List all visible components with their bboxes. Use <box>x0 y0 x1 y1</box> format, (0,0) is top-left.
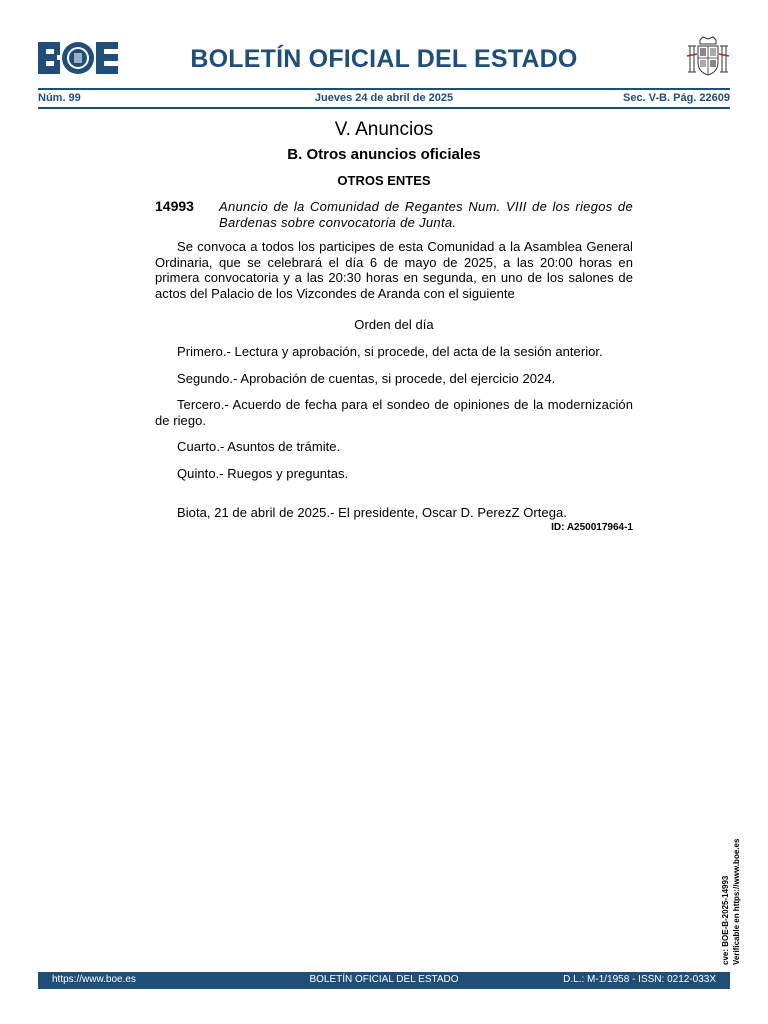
announcement-summary: Anuncio de la Comunidad de Regantes Num. VIII de los riegos de Bardenas sobre convocatoria de Junta. <box>219 199 633 230</box>
agenda-item: Primero.- Lectura y aprobación, si procede, del acta de la sesión anterior. <box>177 344 603 359</box>
subsection-title: B. Otros anuncios oficiales <box>287 146 481 163</box>
section-page: Sec. V-B. Pág. 22609 <box>622 92 730 104</box>
announcement-id: ID: A250017964-1 <box>551 522 633 533</box>
issue-meta-row <box>38 92 730 108</box>
announcement-intro: Se convoca a todos los participes de esta Comunidad a la Asamblea General Ordinaria, que se celebrará el día 6 de mayo de 2025, a las 20:00 horas en primera convocatoria y a las 20:30 horas en segunda, en uno de los salones de actos del Palacio de los Vizcondes de Aranda con el siguiente <box>155 239 633 301</box>
category-title: OTROS ENTES <box>337 173 431 188</box>
newspaper-title: BOLETÍN OFICIAL DEL ESTADO <box>190 45 578 73</box>
coat-of-arms-icon <box>686 36 730 78</box>
cve-side-note <box>720 825 744 965</box>
agenda-item: Quinto.- Ruegos y preguntas. <box>177 466 349 481</box>
announcement-signature: Biota, 21 de abril de 2025.- El presidente, Oscar D. PerezZ Ortega. <box>177 505 567 520</box>
cve-code: cve: BOE-B-2025-14993 <box>721 875 730 965</box>
page-footer <box>38 972 730 989</box>
verification-link[interactable]: Verificable en https://www.boe.es <box>732 838 741 965</box>
footer-publication-name: BOLETÍN OFICIAL DEL ESTADO <box>309 974 459 985</box>
agenda-item: Segundo.- Aprobación de cuentas, si procede, del ejercicio 2024. <box>177 371 556 386</box>
announcement-number: 14993 <box>155 198 194 214</box>
footer-legal-deposit: D.L.: M-1/1958 - ISSN: 0212-033X <box>563 974 716 985</box>
section-title: V. Anuncios <box>334 119 434 140</box>
issue-number: Núm. 99 <box>38 92 81 104</box>
agenda-title: Orden del día <box>354 317 434 332</box>
issue-date: Jueves 24 de abril de 2025 <box>314 92 454 104</box>
agenda-item: Cuarto.- Asuntos de trámite. <box>177 439 341 454</box>
header-rule-upper <box>38 88 730 90</box>
agenda-item: Tercero.- Acuerdo de fecha para el sondeo de opiniones de la modernización de riego. <box>155 397 633 428</box>
header-rule-lower <box>38 107 730 109</box>
footer-url-link[interactable]: https://www.boe.es <box>52 974 136 985</box>
